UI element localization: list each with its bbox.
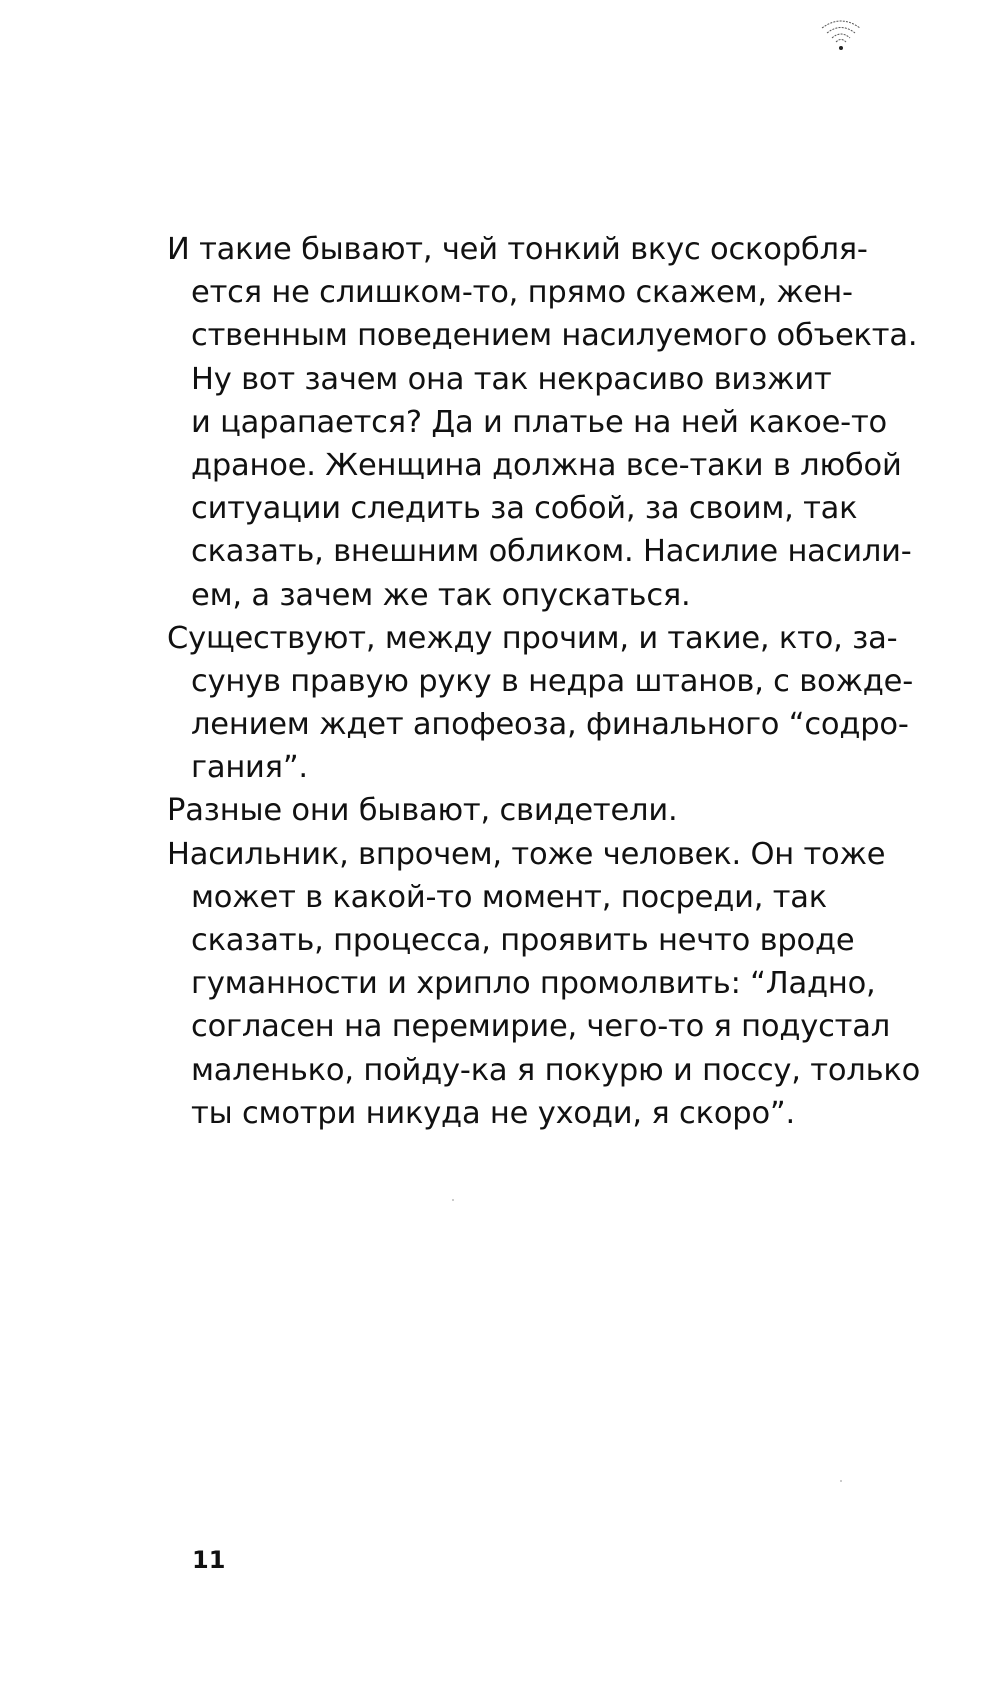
text-line: ственным поведением насилуемого объекта. — [191, 318, 918, 354]
text-line: лением ждет апофеоза, финального “содро- — [191, 707, 909, 743]
paragraph — [167, 789, 907, 832]
text-line: маленько, пойду-ка я покурю и поссу, только — [191, 1052, 921, 1088]
text-line: гания”. — [191, 750, 308, 786]
text-line: Существуют, между прочим, и такие, кто, за- — [167, 620, 898, 656]
text-line: драное. Женщина должна все-таки в любой — [191, 447, 902, 483]
paragraph — [167, 833, 921, 1135]
scan-speck — [452, 1199, 454, 1201]
text-line: и царапается? Да и платье на ней какое-то — [191, 404, 887, 440]
paragraph — [167, 617, 914, 790]
text-line: сунув правую руку в недра штанов, с вожде- — [191, 663, 914, 699]
body-text — [167, 228, 921, 1135]
text-line: ситуации следить за собой, за своим, так — [191, 491, 858, 527]
scan-speck — [840, 1480, 842, 1482]
text-line: И такие бывают, чей тонкий вкус оскорбля- — [167, 232, 868, 267]
text-line: гуманности и хрипло промолвить: “Ладно, — [191, 966, 876, 1002]
text-line: может в какой-то момент, посреди, так — [191, 879, 828, 915]
text-line: сказать, внешним обликом. Насилие насили- — [191, 534, 912, 570]
text-line: согласен на перемирие, чего-то я подустал — [191, 1009, 891, 1045]
page-number: 11 — [192, 1546, 226, 1574]
text-line: Ну вот зачем она так некрасиво визжит — [191, 361, 832, 397]
text-line: Разные они бывают, свидетели. — [167, 793, 678, 829]
text-line: Насильник, впрочем, тоже человек. Он тоже — [167, 836, 886, 872]
text-line: сказать, процесса, проявить нечто вроде — [191, 923, 855, 958]
paragraph — [167, 228, 918, 617]
wifi-signal-icon — [816, 14, 866, 54]
text-line: ты смотри никуда не уходи, я скоро”. — [191, 1095, 796, 1131]
text-line: ем, а зачем же так опускаться. — [191, 577, 691, 613]
text-line: ется не слишком-то, прямо скажем, жен- — [191, 275, 853, 311]
